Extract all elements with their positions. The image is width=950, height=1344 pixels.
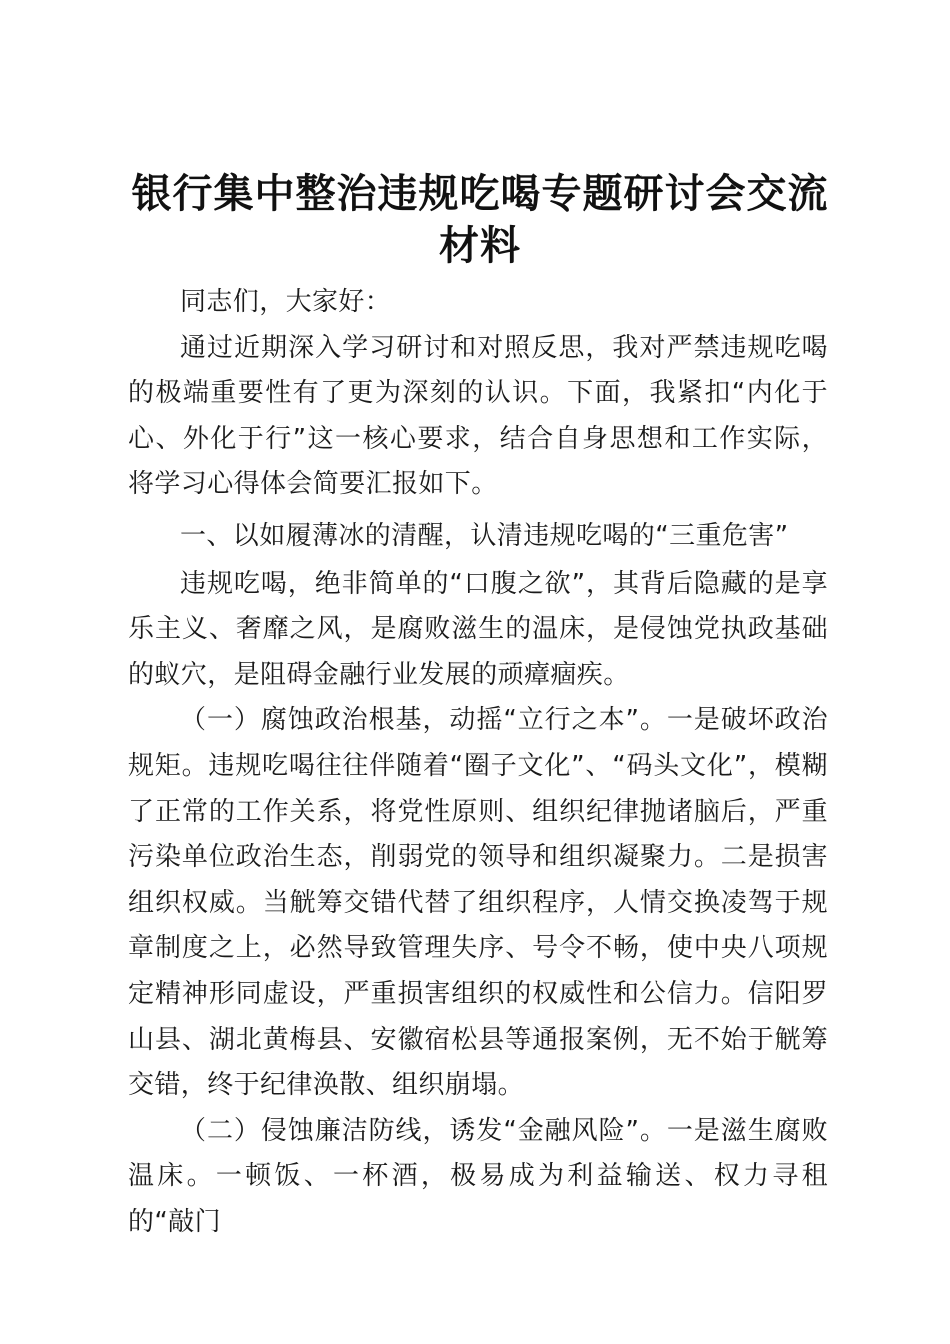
document-body	[128, 280, 828, 1245]
section-intro-paragraph: 违规吃喝，绝非简单的“口腹之欲”，其背后隐藏的是享乐主义、奢靡之风，是腐败滋生的温床，是侵蚀党执政基础的蚁穴，是阻碍金融行业发展的顽瘴痼疾。	[128, 568, 828, 690]
subsection-one-paragraph: （一）腐蚀政治根基，动摇“立行之本”。一是破坏政治规矩。违规吃喝往往伴随着“圈子文化”、“码头文化”，模糊了正常的工作关系，将党性原则、组织纪律抛诸脑后，严重污染单位政治生态，削弱党的领导和组织凝聚力。二是损害组织权威。当觥筹交错代替了组织程序，人情交换凌驾于规章制度之上，必然导致管理失序、号令不畅，使中央八项规定精神形同虚设，严重损害组织的权威性和公信力。信阳罗山县、湖北黄梅县、安徽宿松县等通报案例，无不始于觥筹交错，终于纪律涣散、组织崩塌。	[128, 705, 828, 1101]
section-heading: 一、以如履薄冰的清醒，认清违规吃喝的“三重危害”	[180, 520, 789, 551]
subsection-two-paragraph: （二）侵蚀廉洁防线，诱发“金融风险”。一是滋生腐败温床。一顿饭、一杯酒，极易成为利益输送、权力寻租的“敲门	[128, 1115, 828, 1237]
greeting-paragraph: 同志们，大家好：	[180, 287, 392, 317]
intro-paragraph: 通过近期深入学习研讨和对照反思，我对严禁违规吃喝的极端重要性有了更为深刻的认识。下面，我紧扣“内化于心、外化于行”这一核心要求，结合自身思想和工作实际，将学习心得体会简要汇报如下。	[128, 332, 828, 500]
document-title: 银行集中整治违规吃喝专题研讨会交流材料	[131, 170, 829, 269]
